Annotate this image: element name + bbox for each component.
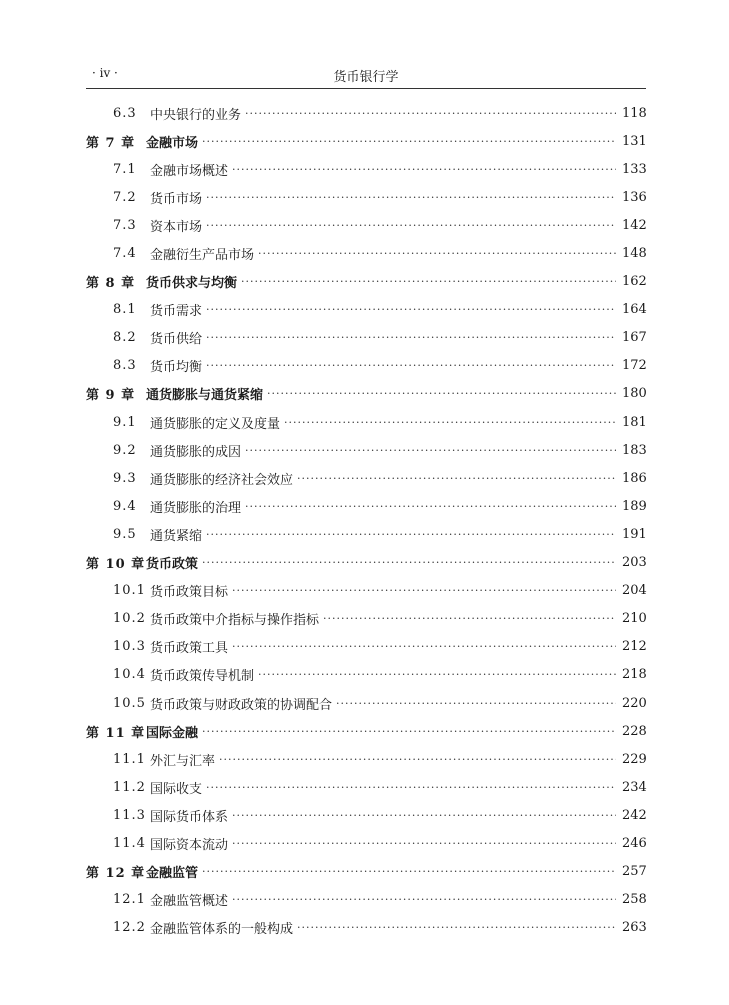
toc-entry-page: 229 <box>622 751 647 767</box>
toc-entry-page: 258 <box>622 892 647 908</box>
dot-leader <box>232 838 616 851</box>
toc-entry-title: 金融监管 <box>146 866 199 882</box>
dot-leader <box>323 613 616 626</box>
toc-entry-page: 212 <box>622 639 647 655</box>
toc-entry-number: 12.1 <box>113 892 146 908</box>
toc-entry-page: 142 <box>622 217 647 233</box>
toc-entry-title: 中央银行的业务 <box>150 107 242 123</box>
toc-entry-page: 181 <box>622 414 647 430</box>
toc-section-entry[interactable] <box>86 408 646 436</box>
toc-section-entry[interactable] <box>86 211 646 239</box>
toc-entry-number: 8.3 <box>113 358 137 374</box>
toc-section-entry[interactable] <box>86 436 646 464</box>
toc-entry-page: 191 <box>622 526 647 542</box>
toc-entry-number: 6.3 <box>113 105 137 121</box>
dot-leader <box>206 220 616 233</box>
toc-entry-page: 204 <box>622 583 647 599</box>
running-header <box>86 60 646 86</box>
toc-chapter-entry[interactable] <box>86 380 646 408</box>
toc-entry-page: 164 <box>622 302 647 318</box>
toc-entry-page: 228 <box>622 723 647 739</box>
toc-entry-title: 金融监管体系的一般构成 <box>150 922 294 938</box>
toc-entry-title: 通货膨胀的治理 <box>150 500 242 516</box>
toc-entry-title: 国际收支 <box>150 781 203 797</box>
toc-section-entry[interactable] <box>86 801 646 829</box>
toc-entry-title: 货币政策中介指标与操作指标 <box>150 613 320 629</box>
dot-leader <box>206 332 616 345</box>
dot-leader <box>284 417 616 430</box>
toc-entry-number: 7.2 <box>113 189 137 205</box>
toc-entry-title: 货币政策目标 <box>150 585 229 601</box>
dot-leader <box>336 698 616 711</box>
toc-section-entry[interactable] <box>86 914 646 942</box>
toc-entry-title: 资本市场 <box>150 219 203 235</box>
toc-chapter-entry[interactable] <box>86 549 646 577</box>
toc-entry-number: 9.5 <box>113 526 137 542</box>
toc-entry-title: 国际资本流动 <box>150 837 229 853</box>
toc-entry-number: 9.3 <box>113 470 137 486</box>
toc-entry-title: 金融市场概述 <box>150 163 229 179</box>
toc-entry-page: 118 <box>622 105 647 121</box>
toc-section-entry[interactable] <box>86 99 646 127</box>
toc-section-entry[interactable] <box>86 183 646 211</box>
toc-entry-title: 国际货币体系 <box>150 809 229 825</box>
toc-section-entry[interactable] <box>86 886 646 914</box>
toc-entry-number: 7.1 <box>113 161 137 177</box>
dot-leader <box>202 726 616 739</box>
toc-entry-number: 12.2 <box>113 920 146 936</box>
toc-entry-number: 第 12 章 <box>86 866 146 882</box>
toc-chapter-entry[interactable] <box>86 268 646 296</box>
toc-chapter-entry[interactable] <box>86 127 646 155</box>
toc-entry-number: 11.4 <box>113 835 146 851</box>
dot-leader <box>232 164 616 177</box>
dot-leader <box>206 360 616 373</box>
toc-entry-title: 货币均衡 <box>150 360 203 376</box>
toc-entry-page: 186 <box>622 470 647 486</box>
toc-entry-number: 8.1 <box>113 302 137 318</box>
toc-entry-number: 11.2 <box>113 779 146 795</box>
toc-entry-number: 11.3 <box>113 807 146 823</box>
toc-entry-page: 246 <box>622 835 647 851</box>
dot-leader <box>206 304 616 317</box>
dot-leader <box>206 192 616 205</box>
toc-entry-page: 180 <box>622 386 647 402</box>
toc-entry-page: 148 <box>622 246 647 262</box>
toc-entry-title: 金融衍生产品市场 <box>150 248 255 264</box>
toc-chapter-entry[interactable] <box>86 858 646 886</box>
toc-entry-number: 10.1 <box>113 583 146 599</box>
toc-entry-title: 通货膨胀与通货紧缩 <box>146 388 264 404</box>
dot-leader <box>245 445 616 458</box>
dot-leader <box>258 669 616 682</box>
toc-entry-page: 189 <box>622 498 647 514</box>
table-of-contents <box>86 99 646 942</box>
toc-section-entry[interactable] <box>86 520 646 548</box>
toc-entry-number: 第 7 章 <box>86 135 136 151</box>
toc-section-entry[interactable] <box>86 633 646 661</box>
dot-leader <box>206 782 616 795</box>
toc-entry-title: 金融监管概述 <box>150 894 229 910</box>
toc-entry-number: 10.2 <box>113 611 146 627</box>
toc-entry-number: 10.3 <box>113 639 146 655</box>
toc-section-entry[interactable] <box>86 745 646 773</box>
toc-entry-number: 7.4 <box>113 246 137 262</box>
toc-entry-title: 国际金融 <box>146 725 199 741</box>
toc-entry-number: 9.1 <box>113 414 137 430</box>
toc-entry-title: 货币市场 <box>150 191 203 207</box>
toc-entry-number: 第 8 章 <box>86 276 136 292</box>
dot-leader <box>245 501 616 514</box>
dot-leader <box>267 388 616 401</box>
toc-section-entry[interactable] <box>86 605 646 633</box>
toc-entry-number: 8.2 <box>113 330 137 346</box>
toc-entry-number: 第 9 章 <box>86 388 136 404</box>
dot-leader <box>245 108 616 121</box>
toc-section-entry[interactable] <box>86 829 646 857</box>
dot-leader <box>206 529 616 542</box>
toc-entry-page: 203 <box>622 555 647 571</box>
toc-entry-title: 货币供求与均衡 <box>146 276 238 292</box>
toc-entry-page: 210 <box>622 611 647 627</box>
toc-entry-title: 通货膨胀的经济社会效应 <box>150 472 294 488</box>
toc-section-entry[interactable] <box>86 689 646 717</box>
toc-entry-page: 172 <box>622 358 647 374</box>
toc-entry-number: 11.1 <box>113 751 146 767</box>
toc-entry-title: 货币政策与财政政策的协调配合 <box>150 697 333 713</box>
toc-entry-page: 220 <box>622 695 647 711</box>
toc-entry-title: 货币政策传导机制 <box>150 669 255 685</box>
toc-section-entry[interactable] <box>86 155 646 183</box>
toc-entry-page: 234 <box>622 779 647 795</box>
toc-section-entry[interactable] <box>86 773 646 801</box>
toc-section-entry[interactable] <box>86 324 646 352</box>
toc-chapter-entry[interactable] <box>86 717 646 745</box>
dot-leader <box>232 641 616 654</box>
toc-entry-number: 9.2 <box>113 442 137 458</box>
toc-section-entry[interactable] <box>86 352 646 380</box>
toc-entry-page: 136 <box>622 189 647 205</box>
dot-leader <box>241 276 616 289</box>
dot-leader <box>297 473 616 486</box>
toc-entry-number: 第 11 章 <box>86 725 146 741</box>
toc-entry-title: 通货紧缩 <box>150 528 203 544</box>
toc-entry-page: 162 <box>622 274 647 290</box>
toc-entry-page: 133 <box>622 161 647 177</box>
toc-entry-page: 257 <box>622 864 647 880</box>
toc-section-entry[interactable] <box>86 239 646 267</box>
dot-leader <box>232 585 616 598</box>
toc-entry-title: 货币需求 <box>150 304 203 320</box>
dot-leader <box>232 894 616 907</box>
toc-entry-page: 131 <box>622 133 647 149</box>
page-number: · iv · <box>92 66 118 80</box>
toc-entry-title: 货币供给 <box>150 332 203 348</box>
dot-leader <box>202 136 616 149</box>
toc-section-entry[interactable] <box>86 492 646 520</box>
toc-entry-title: 通货膨胀的成因 <box>150 444 242 460</box>
toc-section-entry[interactable] <box>86 464 646 492</box>
toc-entry-page: 183 <box>622 442 647 458</box>
toc-entry-title: 外汇与汇率 <box>150 753 216 769</box>
dot-leader <box>258 248 616 261</box>
toc-section-entry[interactable] <box>86 296 646 324</box>
toc-section-entry[interactable] <box>86 661 646 689</box>
toc-entry-page: 167 <box>622 330 647 346</box>
toc-entry-title: 货币政策 <box>146 557 199 573</box>
dot-leader <box>202 866 616 879</box>
dot-leader <box>232 810 616 823</box>
toc-entry-page: 242 <box>622 807 647 823</box>
toc-entry-number: 9.4 <box>113 498 137 514</box>
header-rule <box>86 88 646 89</box>
toc-entry-number: 第 10 章 <box>86 557 146 573</box>
toc-entry-title: 通货膨胀的定义及度量 <box>150 416 281 432</box>
toc-entry-page: 218 <box>622 667 647 683</box>
toc-entry-number: 10.4 <box>113 667 146 683</box>
toc-entry-number: 7.3 <box>113 217 137 233</box>
dot-leader <box>202 557 616 570</box>
toc-entry-number: 10.5 <box>113 695 146 711</box>
toc-entry-title: 货币政策工具 <box>150 641 229 657</box>
dot-leader <box>219 754 616 767</box>
toc-section-entry[interactable] <box>86 577 646 605</box>
toc-entry-page: 263 <box>622 920 647 936</box>
book-title: 货币银行学 <box>333 70 399 85</box>
toc-entry-title: 金融市场 <box>146 135 199 151</box>
dot-leader <box>297 922 616 935</box>
